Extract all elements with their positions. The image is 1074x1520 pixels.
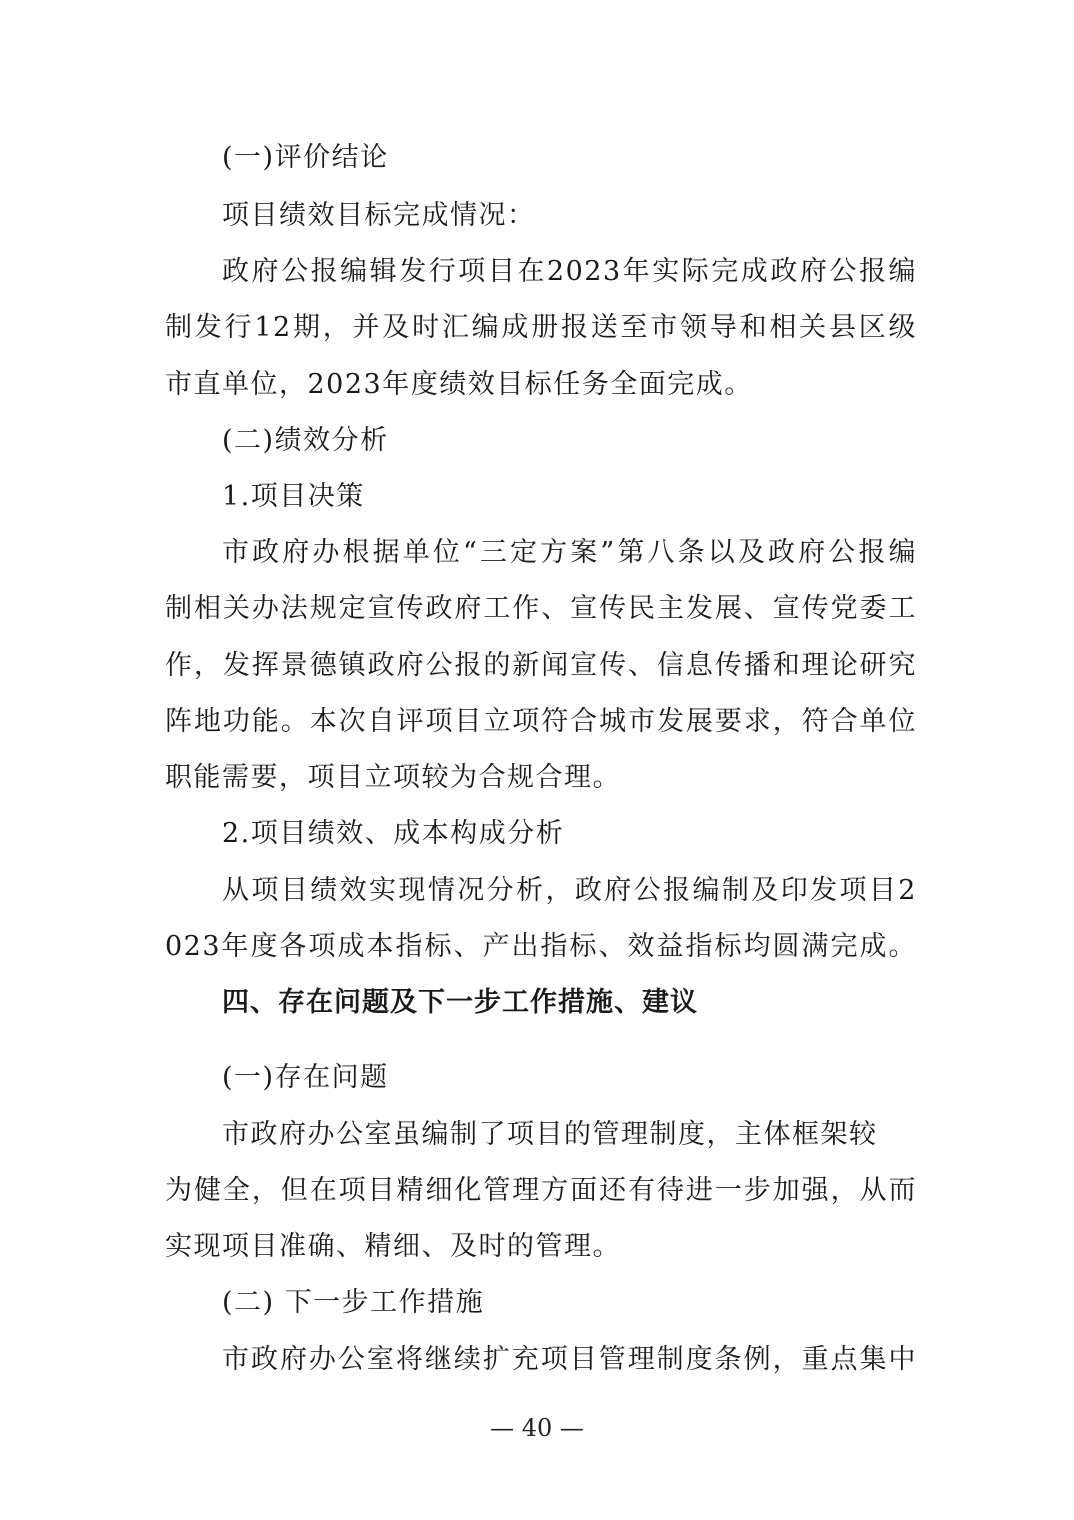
paragraph-line: 阵地功能。本次自评项目立项符合城市发展要求，符合单位 bbox=[165, 706, 917, 737]
paragraph-line: 023年度各项成本指标、产出指标、效益指标均圆满完成。 bbox=[165, 931, 917, 962]
page-number: — 40 — bbox=[490, 1414, 584, 1442]
chapter-heading-problems-and-measures: 四、存在问题及下一步工作措施、建议 bbox=[222, 987, 698, 1018]
paragraph-line: 从项目绩效实现情况分析，政府公报编制及印发项目2 bbox=[222, 875, 917, 906]
paragraph-label-goal-completion: 项目绩效目标完成情况： bbox=[222, 200, 536, 231]
paragraph-line: 市政府办公室虽编制了项目的管理制度，主体框架较 bbox=[222, 1119, 878, 1150]
paragraph-line: 市政府办公室将继续扩充项目管理制度条例，重点集中 bbox=[222, 1344, 917, 1375]
section-heading-evaluation-conclusion: (一)评价结论 bbox=[222, 142, 389, 173]
paragraph-line: 实现项目准确、精细、及时的管理。 bbox=[165, 1231, 621, 1262]
subsection-heading-project-decision: 1.项目决策 bbox=[222, 481, 365, 512]
section-heading-performance-analysis: (二)绩效分析 bbox=[222, 425, 389, 456]
paragraph-line: 职能需要，项目立项较为合规合理。 bbox=[165, 762, 621, 793]
paragraph-line: 市政府办根据单位“三定方案”第八条以及政府公报编 bbox=[222, 537, 917, 568]
section-heading-existing-problems: (一)存在问题 bbox=[222, 1062, 389, 1093]
subsection-heading-cost-analysis: 2.项目绩效、成本构成分析 bbox=[222, 818, 565, 849]
section-heading-next-steps: (二) 下一步工作措施 bbox=[222, 1287, 485, 1318]
paragraph-line: 作，发挥景德镇政府公报的新闻宣传、信息传播和理论研究 bbox=[165, 650, 917, 681]
paragraph-line: 制相关办法规定宣传政府工作、宣传民主发展、宣传党委工 bbox=[165, 593, 917, 624]
paragraph-line: 市直单位，2023年度绩效目标任务全面完成。 bbox=[165, 369, 753, 400]
paragraph-line: 政府公报编辑发行项目在2023年实际完成政府公报编 bbox=[222, 256, 917, 287]
paragraph-line: 为健全，但在项目精细化管理方面还有待进一步加强，从而 bbox=[165, 1175, 917, 1206]
paragraph-line: 制发行12期，并及时汇编成册报送至市领导和相关县区级 bbox=[165, 312, 917, 343]
